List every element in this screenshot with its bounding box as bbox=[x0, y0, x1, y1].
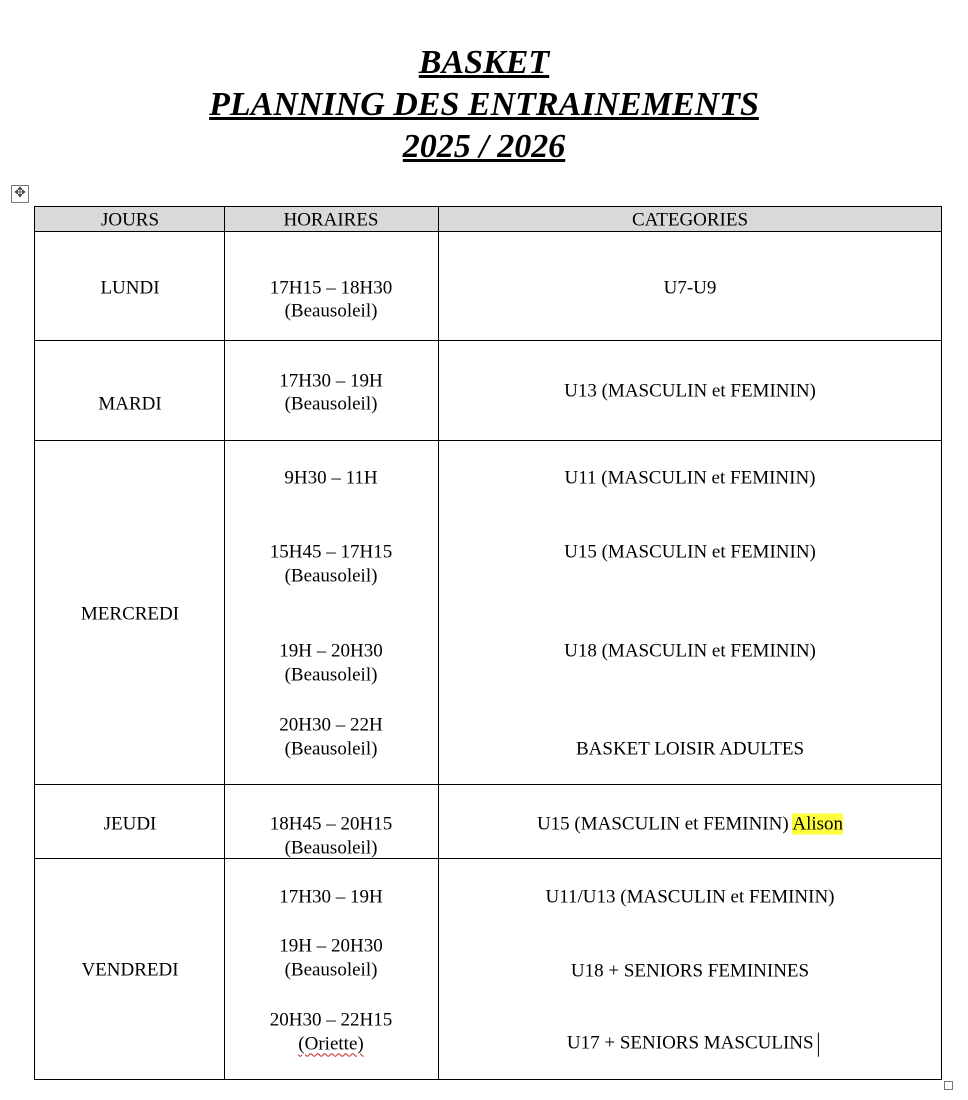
category-cell-vendredi-last[interactable] bbox=[567, 1032, 819, 1057]
table-resize-icon[interactable] bbox=[944, 1081, 953, 1090]
location-label: (Beausoleil) bbox=[284, 565, 378, 587]
time-slot: 18H45 – 20H15 bbox=[269, 813, 393, 835]
row-divider bbox=[35, 231, 941, 232]
category-label: U18 + SENIORS FEMININES bbox=[570, 960, 810, 982]
row-divider bbox=[35, 858, 941, 859]
header-categories: CATEGORIES bbox=[631, 209, 749, 231]
category-label: U7-U9 bbox=[663, 277, 717, 299]
table-move-icon[interactable]: ✥ bbox=[11, 185, 29, 203]
time-slot: 17H30 – 19H bbox=[279, 370, 383, 392]
column-divider bbox=[438, 207, 439, 1079]
title-line-2: PLANNING DES ENTRAINEMENTS bbox=[209, 86, 759, 123]
time-slot: 17H30 – 19H bbox=[279, 886, 383, 908]
time-slot: 20H30 – 22H bbox=[279, 714, 383, 736]
category-label: U15 (MASCULIN et FEMININ) bbox=[564, 541, 816, 563]
location-label: (Beausoleil) bbox=[284, 738, 378, 760]
day-mercredi: MERCREDI bbox=[80, 603, 180, 625]
time-slot: 15H45 – 17H15 bbox=[269, 541, 393, 563]
category-label: BASKET LOISIR ADULTES bbox=[575, 738, 805, 760]
category-label: U13 (MASCULIN et FEMININ) bbox=[564, 380, 816, 402]
header-horaires: HORAIRES bbox=[283, 209, 379, 231]
title-line-3: 2025 / 2026 bbox=[402, 128, 566, 165]
category-label: U15 (MASCULIN et FEMININ) bbox=[536, 813, 789, 835]
location-label: (Beausoleil) bbox=[284, 837, 378, 859]
day-mardi: MARDI bbox=[98, 393, 162, 415]
time-slot: 20H30 – 22H15 bbox=[269, 1009, 393, 1031]
row-divider bbox=[35, 340, 941, 341]
time-slot: 19H – 20H30 bbox=[279, 935, 383, 957]
table-header-row bbox=[35, 207, 941, 232]
schedule-table bbox=[34, 206, 942, 1080]
location-label: (Beausoleil) bbox=[284, 959, 378, 981]
location-label: (Oriette) bbox=[298, 1033, 364, 1055]
category-label: U11/U13 (MASCULIN et FEMININ) bbox=[545, 886, 835, 908]
category-cell-jeudi bbox=[537, 813, 843, 836]
column-divider bbox=[224, 207, 225, 1079]
category-label: U17 + SENIORS MASCULINS bbox=[566, 1032, 814, 1054]
row-divider bbox=[35, 440, 941, 441]
row-divider bbox=[35, 784, 941, 785]
time-slot: 9H30 – 11H bbox=[284, 467, 378, 489]
header-jours: JOURS bbox=[100, 209, 160, 231]
category-label: U18 (MASCULIN et FEMININ) bbox=[564, 640, 816, 662]
time-slot: 17H15 – 18H30 bbox=[269, 277, 393, 299]
text-cursor bbox=[818, 1032, 820, 1056]
day-jeudi: JEUDI bbox=[103, 813, 157, 835]
highlighted-name: Alison bbox=[792, 813, 844, 835]
location-label: (Beausoleil) bbox=[284, 300, 378, 322]
day-vendredi: VENDREDI bbox=[81, 959, 179, 981]
location-label: (Beausoleil) bbox=[284, 664, 378, 686]
category-label: U11 (MASCULIN et FEMININ) bbox=[564, 467, 816, 489]
title-line-1: BASKET bbox=[418, 44, 550, 81]
day-lundi: LUNDI bbox=[100, 277, 160, 299]
location-label: (Beausoleil) bbox=[284, 393, 378, 415]
time-slot: 19H – 20H30 bbox=[279, 640, 383, 662]
